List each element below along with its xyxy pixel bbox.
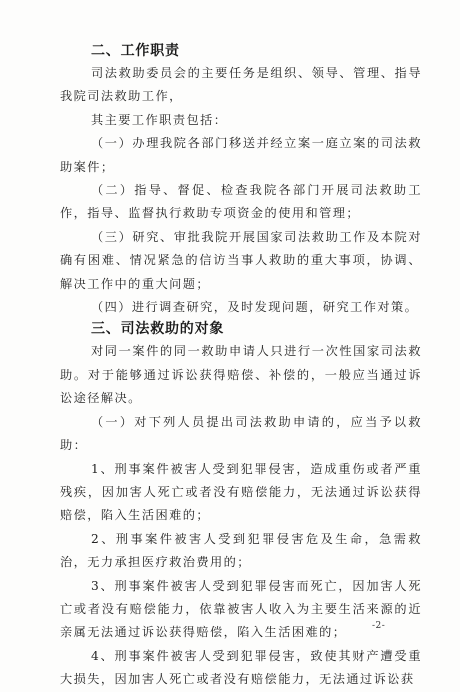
paragraph-recipients-intro: 对同一案件的同一救助申请人只进行一次性国家司法救助。对于能够通过诉讼获得赔偿、补偿的，一般应当通过诉讼途径解决。 [60,344,422,406]
recipient-item: 3、刑事案件被害人受到犯罪侵害而死亡，因加害人死亡或者没有赔偿能力，依靠被害人收入为主要生活来源的近亲属无法通过诉讼获得赔偿，陷入生活困难的； [60,578,422,640]
page-number: -2- [372,621,386,631]
recipient-item: 1、刑事案件被害人受到犯罪侵害，造成重伤或者严重残疾，因加害人死亡或者没有赔偿能力，无法通过诉讼获得赔偿，陷入生活困难的； [60,461,422,523]
duty-item: （二）指导、督促、检查我院各部门开展司法救助工作，指导、监督执行救助专项资金的使用和管理； [60,183,422,221]
recipient-item: 2、刑事案件被害人受到犯罪侵害危及生命，急需救治，无力承担医疗救治费用的； [60,531,422,570]
paragraph-duties-intro: 司法救助委员会的主要任务是组织、领导、管理、指导我院司法救助工作， [60,66,422,104]
duty-item: （四）进行调查研究，及时发现问题，研究工作对策。 [91,300,419,315]
paragraph-duties-lead: 其主要工作职责包括： [91,112,228,127]
recipient-item: 4、刑事案件被害人受到犯罪侵害，致使其财产遭受重大损失，因加害人死亡或者没有赔偿能力，无法通过诉讼获 [60,648,422,687]
paragraph-recipients-lead: （一）对下列人员提出司法救助申请的，应当予以救助： [60,414,422,453]
section-heading-duties: 二、工作职责 [91,43,180,59]
duty-item: （一）办理我院各部门移送并经立案一庭立案的司法救助案件； [60,136,422,174]
duty-item: （三）研究、审批我院开展国家司法救助工作及本院对确有困难、情况紧急的信访当事人救助的重大事项，协调、解决工作中的重大问题； [60,229,422,291]
section-heading-recipients: 三、司法救助的对象 [91,321,225,338]
